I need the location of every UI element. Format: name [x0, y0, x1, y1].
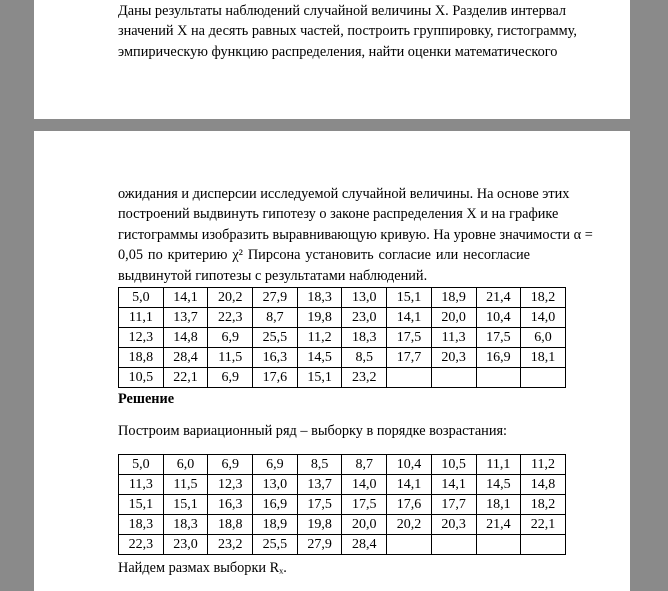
table-cell: 15,1: [119, 495, 164, 515]
table-cell: 20,0: [342, 515, 387, 535]
table-row: [119, 455, 566, 475]
table-cell: 17,7: [387, 348, 432, 368]
text-line: эмпирическую функцию распределения, найти оценки математического: [118, 43, 558, 60]
table-row: [119, 535, 566, 555]
task-paragraph-part2: [118, 184, 593, 286]
table-cell: 18,8: [208, 515, 253, 535]
table-cell: 8,5: [342, 348, 387, 368]
table-cell: [431, 535, 476, 555]
table-cell: 11,5: [163, 475, 208, 495]
table-cell: 28,4: [342, 535, 387, 555]
table-cell: 28,4: [163, 348, 208, 368]
table-cell: 23,0: [163, 535, 208, 555]
table-cell: 25,5: [253, 328, 298, 348]
table-cell: 6,9: [208, 455, 253, 475]
table-cell: 15,1: [163, 495, 208, 515]
table-cell: 11,1: [476, 455, 521, 475]
table-cell: 14,1: [163, 288, 208, 308]
table-cell: 10,5: [119, 368, 164, 388]
table-cell: 11,2: [297, 328, 342, 348]
text-line: 0,05 по критерию χ² Пирсона установить согласие или несогласие: [118, 247, 530, 264]
table-cell: 14,1: [387, 475, 432, 495]
table-cell: 23,2: [342, 368, 387, 388]
table-cell: [521, 535, 566, 555]
table-cell: 17,5: [387, 328, 432, 348]
table-cell: 20,2: [208, 288, 253, 308]
table-cell: 18,3: [163, 515, 208, 535]
table-cell: 10,4: [476, 308, 521, 328]
table-cell: 13,7: [163, 308, 208, 328]
table-cell: 18,9: [253, 515, 298, 535]
text-line: гистограммы изобразить выравнивающую кривую. На уровне значимости α =: [118, 226, 593, 243]
table-cell: 6,0: [521, 328, 566, 348]
table-cell: 27,9: [253, 288, 298, 308]
table-cell: 18,3: [297, 288, 342, 308]
table-cell: 14,0: [521, 308, 566, 328]
table-cell: 11,1: [119, 308, 164, 328]
table-cell: 18,2: [521, 288, 566, 308]
observations-table: [118, 287, 566, 388]
table-cell: 27,9: [297, 535, 342, 555]
table-cell: 16,9: [253, 495, 298, 515]
text-line: ожидания и дисперсии исследуемой случайной величины. На основе этих: [118, 186, 570, 202]
table-row: [119, 368, 566, 388]
table-row: [119, 495, 566, 515]
table-cell: 14,0: [342, 475, 387, 495]
table-cell: 10,4: [387, 455, 432, 475]
table-cell: 20,3: [431, 515, 476, 535]
variation-series-table: [118, 454, 566, 555]
table-cell: 11,2: [521, 455, 566, 475]
document-page-1: [34, 0, 630, 119]
table-cell: 14,8: [521, 475, 566, 495]
table-cell: 18,3: [119, 515, 164, 535]
table-row: [119, 515, 566, 535]
text-line: значений X на десять равных частей, построить группировку, гистограмму,: [118, 23, 577, 40]
table-cell: 14,5: [297, 348, 342, 368]
table-cell: 19,8: [297, 515, 342, 535]
table-cell: 17,6: [253, 368, 298, 388]
table-cell: 8,5: [297, 455, 342, 475]
table-cell: 20,2: [387, 515, 432, 535]
table-cell: 17,7: [431, 495, 476, 515]
table-row: [119, 308, 566, 328]
table-row: [119, 288, 566, 308]
table-cell: 14,1: [387, 308, 432, 328]
table-cell: 20,3: [431, 348, 476, 368]
table-cell: 18,9: [431, 288, 476, 308]
table-cell: 21,4: [476, 288, 521, 308]
table-cell: 14,5: [476, 475, 521, 495]
table-cell: 22,3: [208, 308, 253, 328]
table-cell: 17,5: [342, 495, 387, 515]
table-cell: 5,0: [119, 455, 164, 475]
table-cell: 22,3: [119, 535, 164, 555]
table-cell: 17,5: [476, 328, 521, 348]
table-cell: 13,7: [297, 475, 342, 495]
table-cell: 21,4: [476, 515, 521, 535]
table-cell: 11,5: [208, 348, 253, 368]
table-cell: 23,2: [208, 535, 253, 555]
table-cell: 8,7: [342, 455, 387, 475]
table-cell: 15,1: [387, 288, 432, 308]
table-cell: 14,8: [163, 328, 208, 348]
solution-heading: Решение: [118, 391, 175, 407]
table-cell: [387, 535, 432, 555]
table-cell: 18,1: [476, 495, 521, 515]
table-cell: 13,0: [342, 288, 387, 308]
table-cell: [431, 368, 476, 388]
table-cell: [476, 368, 521, 388]
table-cell: 8,7: [253, 308, 298, 328]
table-cell: 17,5: [297, 495, 342, 515]
table-cell: 12,3: [208, 475, 253, 495]
table-cell: 18,8: [119, 348, 164, 368]
table-cell: 6,9: [253, 455, 298, 475]
table-row: [119, 328, 566, 348]
table-cell: 10,5: [431, 455, 476, 475]
text-line: Даны результаты наблюдений случайной величины X. Разделив интервал: [118, 3, 566, 19]
table-row: [119, 475, 566, 495]
table-cell: 23,0: [342, 308, 387, 328]
table-cell: 17,6: [387, 495, 432, 515]
table-cell: 6,0: [163, 455, 208, 475]
table-cell: 22,1: [521, 515, 566, 535]
table-cell: 14,1: [431, 475, 476, 495]
table-cell: 16,3: [208, 495, 253, 515]
table-cell: [521, 368, 566, 388]
table-cell: [476, 535, 521, 555]
task-paragraph-part1: [118, 1, 577, 62]
document-page-2: [34, 131, 630, 591]
table-cell: [387, 368, 432, 388]
text-line: построений выдвинуть гипотезу о законе распределения X и на графике: [118, 206, 559, 223]
table-cell: 18,2: [521, 495, 566, 515]
table-cell: 13,0: [253, 475, 298, 495]
table-cell: 11,3: [119, 475, 164, 495]
table-cell: 22,1: [163, 368, 208, 388]
table-cell: 16,3: [253, 348, 298, 368]
table-cell: 6,9: [208, 328, 253, 348]
table-cell: 18,1: [521, 348, 566, 368]
table-row: [119, 348, 566, 368]
table-cell: 16,9: [476, 348, 521, 368]
table-cell: 18,3: [342, 328, 387, 348]
table-cell: 25,5: [253, 535, 298, 555]
text-line: выдвинутой гипотезы с результатами наблюдений.: [118, 267, 428, 284]
table-cell: 12,3: [119, 328, 164, 348]
table-cell: 6,9: [208, 368, 253, 388]
table-cell: 15,1: [297, 368, 342, 388]
range-text: Найдем размах выборки Rₓ.: [118, 560, 287, 576]
table-cell: 19,8: [297, 308, 342, 328]
table-cell: 20,0: [431, 308, 476, 328]
table-cell: 5,0: [119, 288, 164, 308]
table-cell: 11,3: [431, 328, 476, 348]
variation-series-text: Построим вариационный ряд – выборку в порядке возрастания:: [118, 423, 508, 439]
